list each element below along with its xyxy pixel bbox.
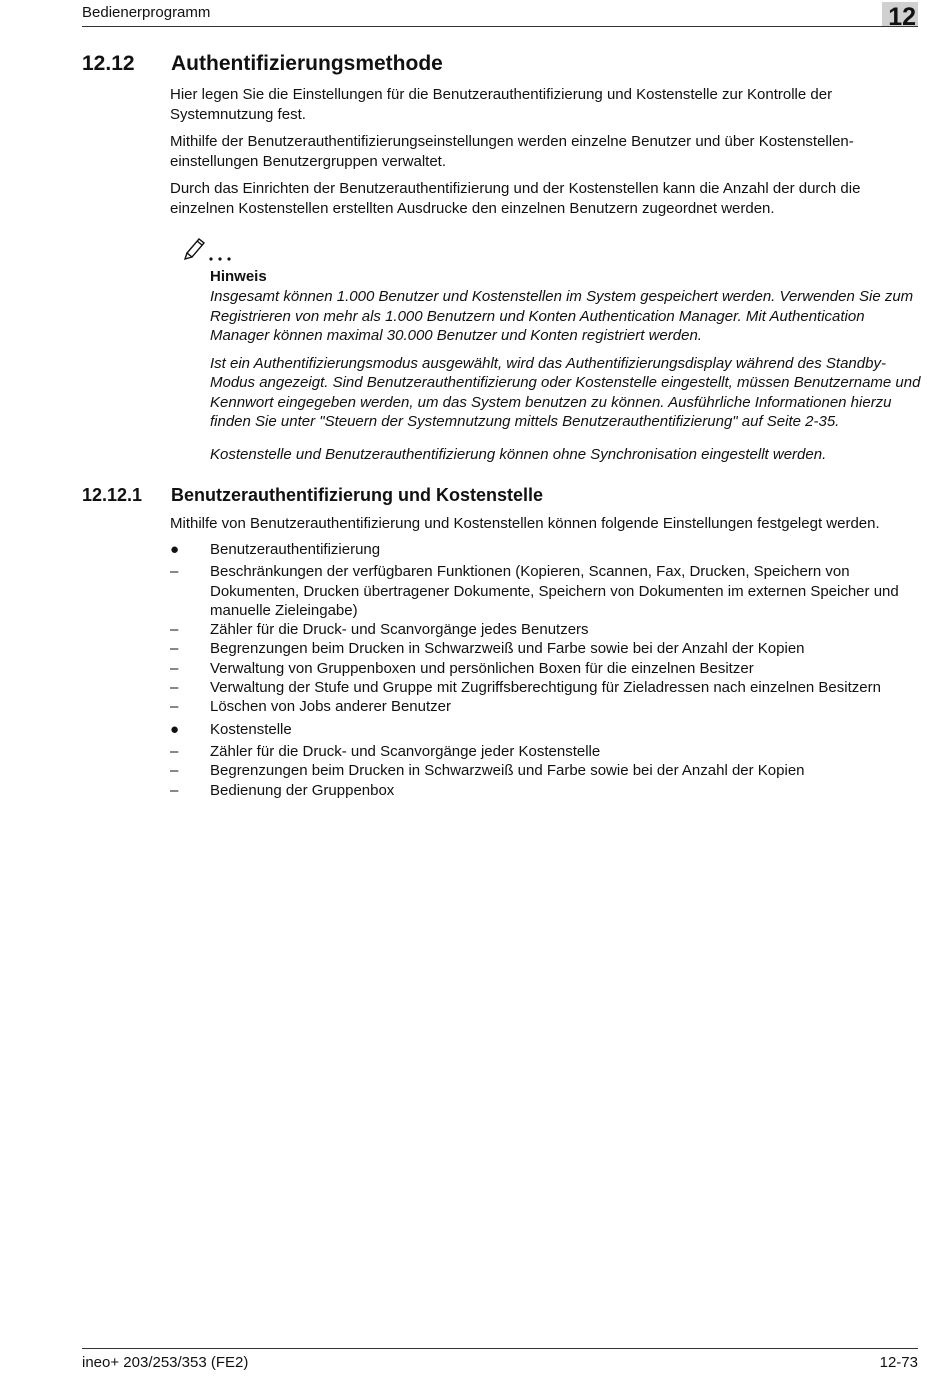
intro-paragraph: Mithilfe der Benutzerauthentifizierungseinstellungen werden einzelne Benutzer und über Kostenstellen-einstellungen Benutzergruppen verwaltet. (170, 133, 854, 170)
list-item-text: Bedienung der Gruppenbox (210, 781, 395, 799)
subsection-title: Benutzerauthentifizierung und Kostenstelle (171, 485, 544, 505)
note-body (210, 287, 922, 464)
list-item (170, 639, 920, 658)
bullet-mark: ● (170, 720, 180, 738)
note-paragraph: Kostenstelle und Benutzerauthentifizierung können ohne Synchronisation eingestellt werden. (210, 445, 827, 463)
list-item (170, 781, 920, 800)
list-item-text: Begrenzungen beim Drucken in Schwarzweiß und Farbe sowie bei der Anzahl der Kopien (210, 640, 805, 658)
list-item (170, 742, 920, 761)
dash-mark: – (170, 640, 179, 658)
list-item-text: Begrenzungen beim Drucken in Schwarzweiß und Farbe sowie bei der Anzahl der Kopien (210, 762, 805, 780)
dash-mark: – (170, 742, 179, 760)
dash-mark: – (170, 781, 179, 799)
bullet-mark: ● (170, 541, 180, 558)
subsection-heading (82, 485, 543, 506)
dash-mark: – (170, 698, 179, 716)
list-item (170, 678, 920, 697)
dash-mark: – (170, 659, 179, 677)
page-header (82, 0, 918, 31)
list-item-text: Beschränkungen der verfügbaren Funktionen (Kopieren, Scannen, Fax, Drucken, Speichern von Dokumenten, Drucken übertragener Dokumente, Speichern von Dokumenten im externen Speicher und manuelle Zieleingabe) (210, 563, 899, 619)
page-footer (82, 1348, 918, 1371)
intro-paragraph: Durch das Einrichten der Benutzerauthentifizierung und der Kostenstellen kann die Anzahl der durch die einzelnen Kostenstellen erstellten Ausdrucke den einzelnen Benutzern zugeordnet werden. (170, 180, 861, 217)
note-label: Hinweis (210, 268, 267, 285)
list-item-text: Zähler für die Druck- und Scanvorgänge jeder Kostenstelle (210, 742, 601, 760)
list-item (170, 720, 920, 739)
section-number: 12.12 (82, 52, 135, 75)
subsection-intro: Mithilfe von Benutzerauthentifizierung und Kostenstellen können folgende Einstellungen festgelegt werden. (170, 515, 880, 532)
section-title: Authentifizierungsmethode (171, 52, 443, 75)
footer-product: ineo+ 203/253/353 (FE2) (82, 1354, 249, 1371)
list-item-text: Löschen von Jobs anderer Benutzer (210, 698, 451, 716)
list-item-text: Zähler für die Druck- und Scanvorgänge jedes Benutzers (210, 621, 589, 639)
dash-mark: – (170, 679, 179, 697)
chapter-number-tab: 12 (882, 2, 918, 26)
dash-mark: – (170, 621, 179, 639)
settings-list (170, 537, 920, 800)
list-item (170, 620, 920, 639)
list-item-text: Verwaltung von Gruppenboxen und persönlichen Boxen für die einzelnen Besitzer (210, 659, 754, 677)
section-heading (82, 52, 443, 76)
list-item (170, 540, 920, 559)
note-paragraph: Ist ein Authentifizierungsmodus ausgewählt, wird das Authentifizierungsdisplay während des Standby-Modus angezeigt. Sind Benutzerauthentifizierung oder Kostenstelle eingestellt, müssen Benutzername und Kennwort eingegeben werden, um das System benutzen zu können. Ausführliche Informationen hierzu finden Sie unter "Steuern der Systemnutzung mittels Benutzerauthentifizierung" auf Seite 2-35. (210, 354, 921, 430)
list-item-text: Verwaltung der Stufe und Gruppe mit Zugriffsberechtigung für Zieladressen nach einzelnen Besitzern (210, 679, 881, 697)
section-body (170, 85, 920, 218)
dash-mark: – (170, 563, 179, 581)
list-item-text: Kostenstelle (210, 720, 292, 738)
footer-page-number: 12-73 (879, 1354, 918, 1371)
list-item (170, 659, 920, 678)
list-item (170, 562, 920, 620)
list-item (170, 761, 920, 780)
dash-mark: – (170, 762, 179, 780)
intro-paragraph: Hier legen Sie die Einstellungen für die Benutzerauthentifizierung und Kostenstelle zur Kontrolle der Systemnutzung fest. (170, 86, 833, 123)
list-item-text: Benutzerauthentifizierung (210, 541, 381, 558)
header-title: Bedienerprogramm (82, 4, 211, 21)
pencil-note-icon (183, 235, 235, 261)
note-paragraph: Insgesamt können 1.000 Benutzer und Kostenstellen im System gespeichert werden. Verwenden Sie zum Registrieren von mehr als 1.000 Benutzern und Konten Authentication Manager. Mit Authentication Manager können maximal 30.000 Benutzer und Konten registriert werden. (210, 288, 914, 344)
subsection-number: 12.12.1 (82, 485, 143, 505)
list-item (170, 697, 920, 716)
